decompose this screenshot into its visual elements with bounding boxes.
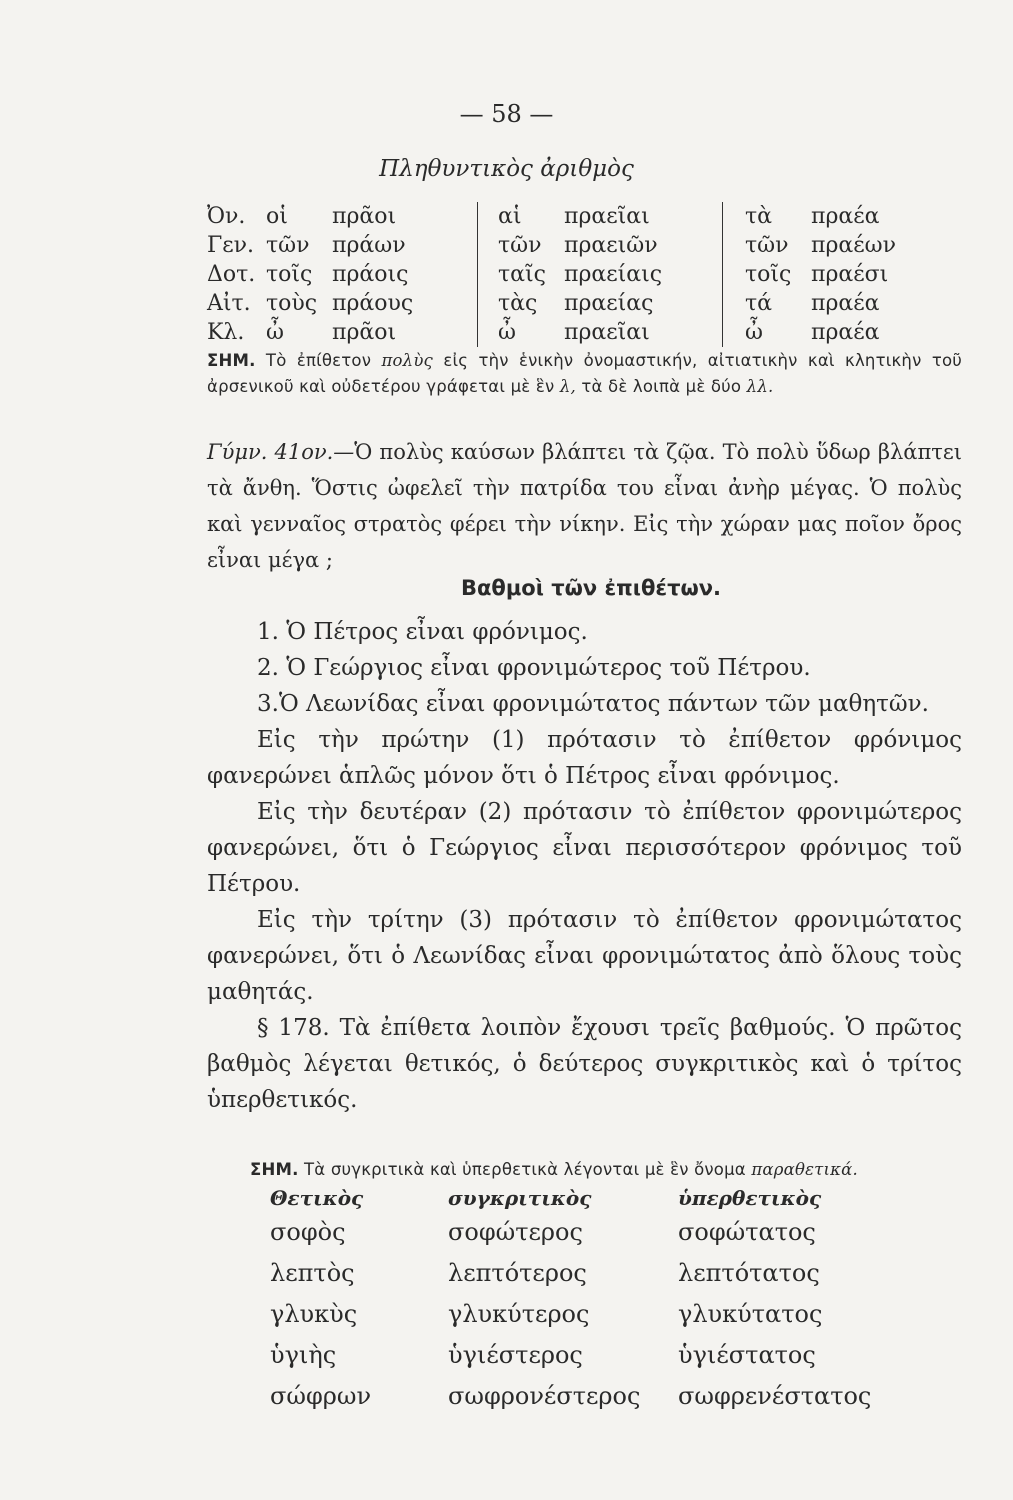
form-neuter: πραέσι xyxy=(811,262,889,287)
superlative-form: λεπτότατος xyxy=(678,1259,820,1287)
article: ταῖς xyxy=(498,262,546,287)
article: τῶν xyxy=(498,233,542,258)
degrees-row xyxy=(270,1294,970,1335)
superlative-form: σωφρενέστατος xyxy=(678,1382,872,1410)
paragraph: Εἰς τὴν πρώτην (1) πρότασιν τὸ ἐπίθετον φρόνιμος φανερώνει ἁπλῶς μόνον ὅτι ὁ Πέτρος εἶναι φρόνιμος. xyxy=(207,727,962,789)
form-feminine: πραείαις xyxy=(564,262,663,287)
example-line: 3.Ὁ Λεωνίδας εἶναι φρονιμώτατος πάντων τῶν μαθητῶν. xyxy=(257,691,929,717)
form-feminine: πραεῖαι xyxy=(564,320,650,345)
degrees-row xyxy=(270,1376,970,1417)
exercise-label: Γύμν. 41ον.— xyxy=(207,440,355,464)
declension-table xyxy=(207,202,967,347)
article: τὰς xyxy=(498,291,538,316)
note-parathetika xyxy=(250,1157,970,1183)
comparative-form: ὑγιέστερος xyxy=(448,1341,583,1369)
note-text: εἰς τὴν ἑνικὴν ὀνομαστικήν, αἰτιατικὴν καὶ κλητικὴν τοῦ ἀρσενικοῦ καὶ οὐδετέρου γράφεται μὲ ἓν xyxy=(207,351,962,396)
form-masculine: πρᾶοι xyxy=(332,320,397,345)
note-word: πολὺς xyxy=(381,351,433,370)
case-label: Δοτ. xyxy=(207,262,256,287)
article: τὰ xyxy=(745,204,773,229)
declension-row xyxy=(207,260,967,289)
note-letter: λλ. xyxy=(746,377,774,396)
article: ὦ xyxy=(745,320,763,345)
explanation-paragraphs xyxy=(207,722,962,1118)
positive-form: σώφρων xyxy=(270,1382,372,1410)
header-positive: Θετικὸς xyxy=(270,1186,364,1210)
positive-form: ὑγιὴς xyxy=(270,1341,337,1369)
degrees-table xyxy=(270,1184,970,1417)
numbered-examples xyxy=(207,614,962,722)
note-text: τὰ δὲ λοιπὰ μὲ δύο xyxy=(581,377,742,396)
form-feminine: πραείας xyxy=(564,291,654,316)
note-letter: λ, xyxy=(559,377,576,396)
article: ὦ xyxy=(498,320,516,345)
declension-row xyxy=(207,318,967,347)
section-heading: Βαθμοὶ τῶν ἐπιθέτων. xyxy=(460,576,722,600)
form-feminine: πραειῶν xyxy=(564,233,658,258)
degrees-row xyxy=(270,1253,970,1294)
note-text: Τὸ ἐπίθετον xyxy=(265,351,372,370)
article: τά xyxy=(745,291,773,316)
form-masculine: πρᾶοι xyxy=(332,204,397,229)
page-number: — 58 — xyxy=(459,100,554,128)
article: τοῖς xyxy=(745,262,792,287)
article: τῶν xyxy=(266,233,310,258)
form-neuter: πραέα xyxy=(811,320,880,345)
exercise-text: Ὁ πολὺς καύσων βλάπτει τὰ ζῷα. Τὸ πολὺ ὕδωρ βλάπτει τὰ ἄνθη. Ὅστις ὠφελεῖ τὴν πατρίδα του εἶναι ἀνὴρ μέγας. Ὁ πολὺς καὶ γενναῖος στρατὸς φέρει τὴν νίκην. Εἰς τὴν χώραν μας ποῖον ὄρος εἶναι μέγα ; xyxy=(207,440,962,572)
case-label: Κλ. xyxy=(207,320,245,345)
header-comparative: συγκριτικὸς xyxy=(448,1186,592,1210)
article: αἱ xyxy=(498,204,522,229)
declension-row xyxy=(207,231,967,260)
declension-row xyxy=(207,289,967,318)
note-label: ΣΗΜ. xyxy=(250,1160,299,1179)
form-feminine: πραεῖαι xyxy=(564,204,650,229)
article: τοῖς xyxy=(266,262,313,287)
header-superlative: ὑπερθετικὸς xyxy=(678,1186,822,1210)
article: ὦ xyxy=(266,320,284,345)
case-label: Ὀν. xyxy=(207,204,246,229)
note-word: παραθετικά. xyxy=(751,1160,858,1179)
form-neuter: πραέα xyxy=(811,204,880,229)
paragraph: Εἰς τὴν τρίτην (3) πρότασιν τὸ ἐπίθετον φρονιμώτατος φανερώνει, ὅτι ὁ Λεωνίδας εἶναι φρονιμώτατος ἀπὸ ὅλους τοὺς μαθητάς. xyxy=(207,907,962,1005)
form-masculine: πράους xyxy=(332,291,414,316)
paragraph: § 178. Τὰ ἐπίθετα λοιπὸν ἔχουσι τρεῖς βαθμούς. Ὁ πρῶτος βαθμὸς λέγεται θετικός, ὁ δεύτερος συγκριτικὸς καὶ ὁ τρίτος ὑπερθετικός. xyxy=(207,1015,962,1113)
degrees-row xyxy=(270,1335,970,1376)
positive-form: λεπτὸς xyxy=(270,1259,355,1287)
case-label: Γεν. xyxy=(207,233,255,258)
form-neuter: πραέων xyxy=(811,233,896,258)
article: οἱ xyxy=(266,204,288,229)
superlative-form: γλυκύτατος xyxy=(678,1300,823,1328)
article: τῶν xyxy=(745,233,789,258)
note-text: Τὰ συγκριτικὰ καὶ ὑπερθετικὰ λέγονται μὲ ἓν ὄνομα xyxy=(304,1160,746,1179)
comparative-form: γλυκύτερος xyxy=(448,1300,590,1328)
comparative-form: λεπτότερος xyxy=(448,1259,587,1287)
form-masculine: πράοις xyxy=(332,262,409,287)
declension-row xyxy=(207,202,967,231)
comparative-form: σοφώτερος xyxy=(448,1218,583,1246)
article: τοὺς xyxy=(266,291,318,316)
superlative-form: σοφώτατος xyxy=(678,1218,816,1246)
degrees-row xyxy=(270,1212,970,1253)
positive-form: γλυκὺς xyxy=(270,1300,358,1328)
degrees-header xyxy=(270,1184,970,1212)
example-line: 2. Ὁ Γεώργιος εἶναι φρονιμώτερος τοῦ Πέτρου. xyxy=(257,655,811,681)
comparative-form: σωφρονέστερος xyxy=(448,1382,641,1410)
form-neuter: πραέα xyxy=(811,291,880,316)
case-label: Αἰτ. xyxy=(207,291,251,316)
positive-form: σοφὸς xyxy=(270,1218,346,1246)
paragraph: Εἰς τὴν δευτέραν (2) πρότασιν τὸ ἐπίθετον φρονιμώτερος φανερώνει, ὅτι ὁ Γεώργιος εἶναι περισσότερον φρόνιμος τοῦ Πέτρου. xyxy=(207,799,962,897)
form-masculine: πράων xyxy=(332,233,406,258)
note-label: ΣΗΜ. xyxy=(207,351,256,370)
superlative-form: ὑγιέστατος xyxy=(678,1341,816,1369)
exercise-41 xyxy=(207,434,962,578)
note-polys xyxy=(207,348,962,400)
plural-heading: Πληθυντικὸς ἀριθμὸς xyxy=(379,156,634,182)
example-line: 1. Ὁ Πέτρος εἶναι φρόνιμος. xyxy=(257,619,588,645)
